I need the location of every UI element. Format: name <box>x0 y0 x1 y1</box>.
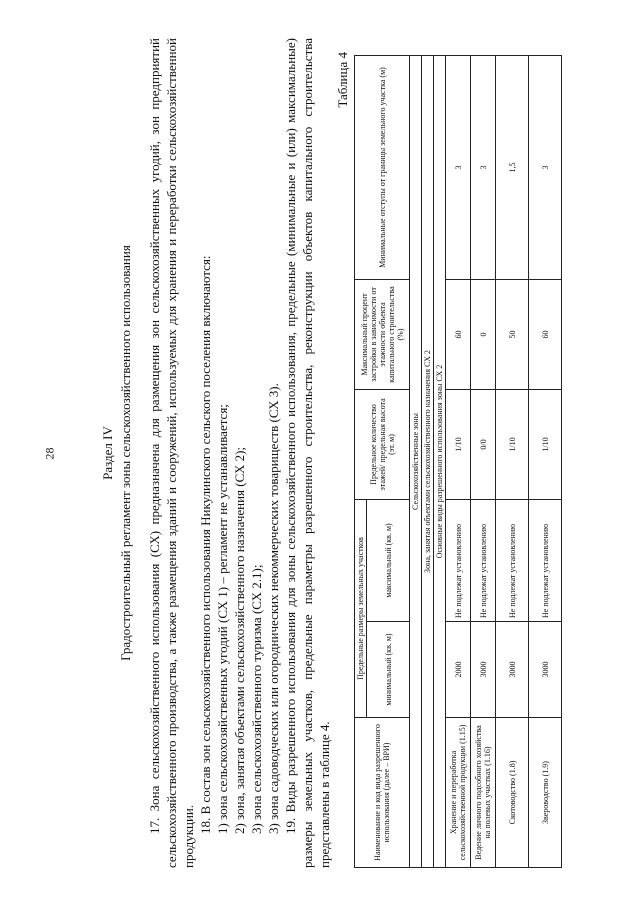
table-row <box>446 56 471 868</box>
row-percent: 50 <box>496 280 529 390</box>
row-floors: 1/10 <box>529 390 562 500</box>
row-floors: 0/0 <box>471 390 496 500</box>
page-number: 28 <box>42 447 57 460</box>
table-row <box>496 56 529 868</box>
paragraph-17: 17. Зона сельскохозяйственного использования (СХ) предназначена для размещения зон сельскохозяйственных угодий, зон предприятий сельскохозяйственного производства, а также размещения зданий и сооружений, используемых для хранения и переработки сельскохозяйственной продукции. <box>147 38 196 868</box>
row-floors: 1/10 <box>446 390 471 500</box>
list-item-1: 1) зона сельскохозяйственных угодий (СХ 1) – регламент не устанавливается; <box>215 404 230 834</box>
row-name: Звероводство (1.9) <box>529 718 562 868</box>
row-name: Скотоводство (1.8) <box>496 718 529 868</box>
subzone-row <box>422 56 434 868</box>
row-setback: 1,5 <box>496 56 529 280</box>
row-min: 2000 <box>446 622 471 718</box>
regulation-table <box>354 55 562 868</box>
header-min: минимальный (кв. м) <box>367 622 410 718</box>
row-name: Хранение и переработка сельскохозяйственной продукции (1.15) <box>446 718 471 868</box>
subzone-title: Зона, занятая объектами сельскохозяйственного назначения СХ 2 <box>422 56 434 868</box>
row-percent: 60 <box>529 280 562 390</box>
row-min: 3000 <box>471 622 496 718</box>
list-item-2: 2) зона, занятая объектами сельскохозяйственного назначения (СХ 2); <box>232 446 247 834</box>
header-percent: Максимальный процент застройки в зависимости от этажности объекта капитального строительства (%) <box>355 280 410 390</box>
paragraph-18: 18. В состав зон сельскохозяйственного использования Никулинского сельского поселения включаются: <box>198 255 213 834</box>
paragraph-19: 19. Виды разрешенного использования для зоны сельскохозяйственного использования, предельные (минимальные и (или) максимальные) размеры земельных участков, предельные параметры разрешенного строительства, реконструкции объектов капитального строительства представлены в таблице 4. <box>283 38 332 868</box>
row-setback: 3 <box>471 56 496 280</box>
list-item-4: 3) зона садоводческих или огороднических некоммерческих товариществ (СХ 3). <box>266 383 281 834</box>
header-max: максимальный (кв. м) <box>367 500 410 622</box>
table-caption: Таблица 4 <box>335 52 350 108</box>
row-max: Не подлежат установлению <box>529 500 562 622</box>
section-subtitle: Градостроительный регламент зоны сельскохозяйственного использования <box>118 245 133 661</box>
header-setback: Минимальные отступы от границы земельного участка (м) <box>355 56 410 280</box>
row-percent: 60 <box>446 280 471 390</box>
table-header-row <box>355 56 367 868</box>
list-item-3: 3) зона сельскохозяйственного туризма (СХ 2.1); <box>249 564 264 834</box>
zone-title: Сельскохозяйственные зоны <box>410 56 422 868</box>
row-max: Не подлежат установлению <box>446 500 471 622</box>
main-types-row <box>434 56 446 868</box>
row-min: 3000 <box>529 622 562 718</box>
zone-row <box>410 56 422 868</box>
row-max: Не подлежат установлению <box>496 500 529 622</box>
row-setback: 3 <box>529 56 562 280</box>
header-plot-sizes: Предельные размеры земельных участков <box>355 500 367 718</box>
section-title: Раздел IV <box>100 426 115 480</box>
row-name: Ведение личного подсобного хозяйства на полевых участках (1.16) <box>471 718 496 868</box>
table-row <box>529 56 562 868</box>
main-types-title: Основные виды разрешенного использования зоны СХ 2 <box>434 56 446 868</box>
row-setback: 3 <box>446 56 471 280</box>
header-vri-name: Наименование и код вида разрешенного использования (далее – ВРИ) <box>355 718 410 868</box>
row-floors: 1/10 <box>496 390 529 500</box>
row-min: 3000 <box>496 622 529 718</box>
row-percent: 0 <box>471 280 496 390</box>
row-max: Не подлежат установлению <box>471 500 496 622</box>
header-floors: Предельное количество этажей/ предельная высота (эт. м) <box>355 390 410 500</box>
table-row <box>471 56 496 868</box>
rotated-page-content <box>100 38 625 868</box>
